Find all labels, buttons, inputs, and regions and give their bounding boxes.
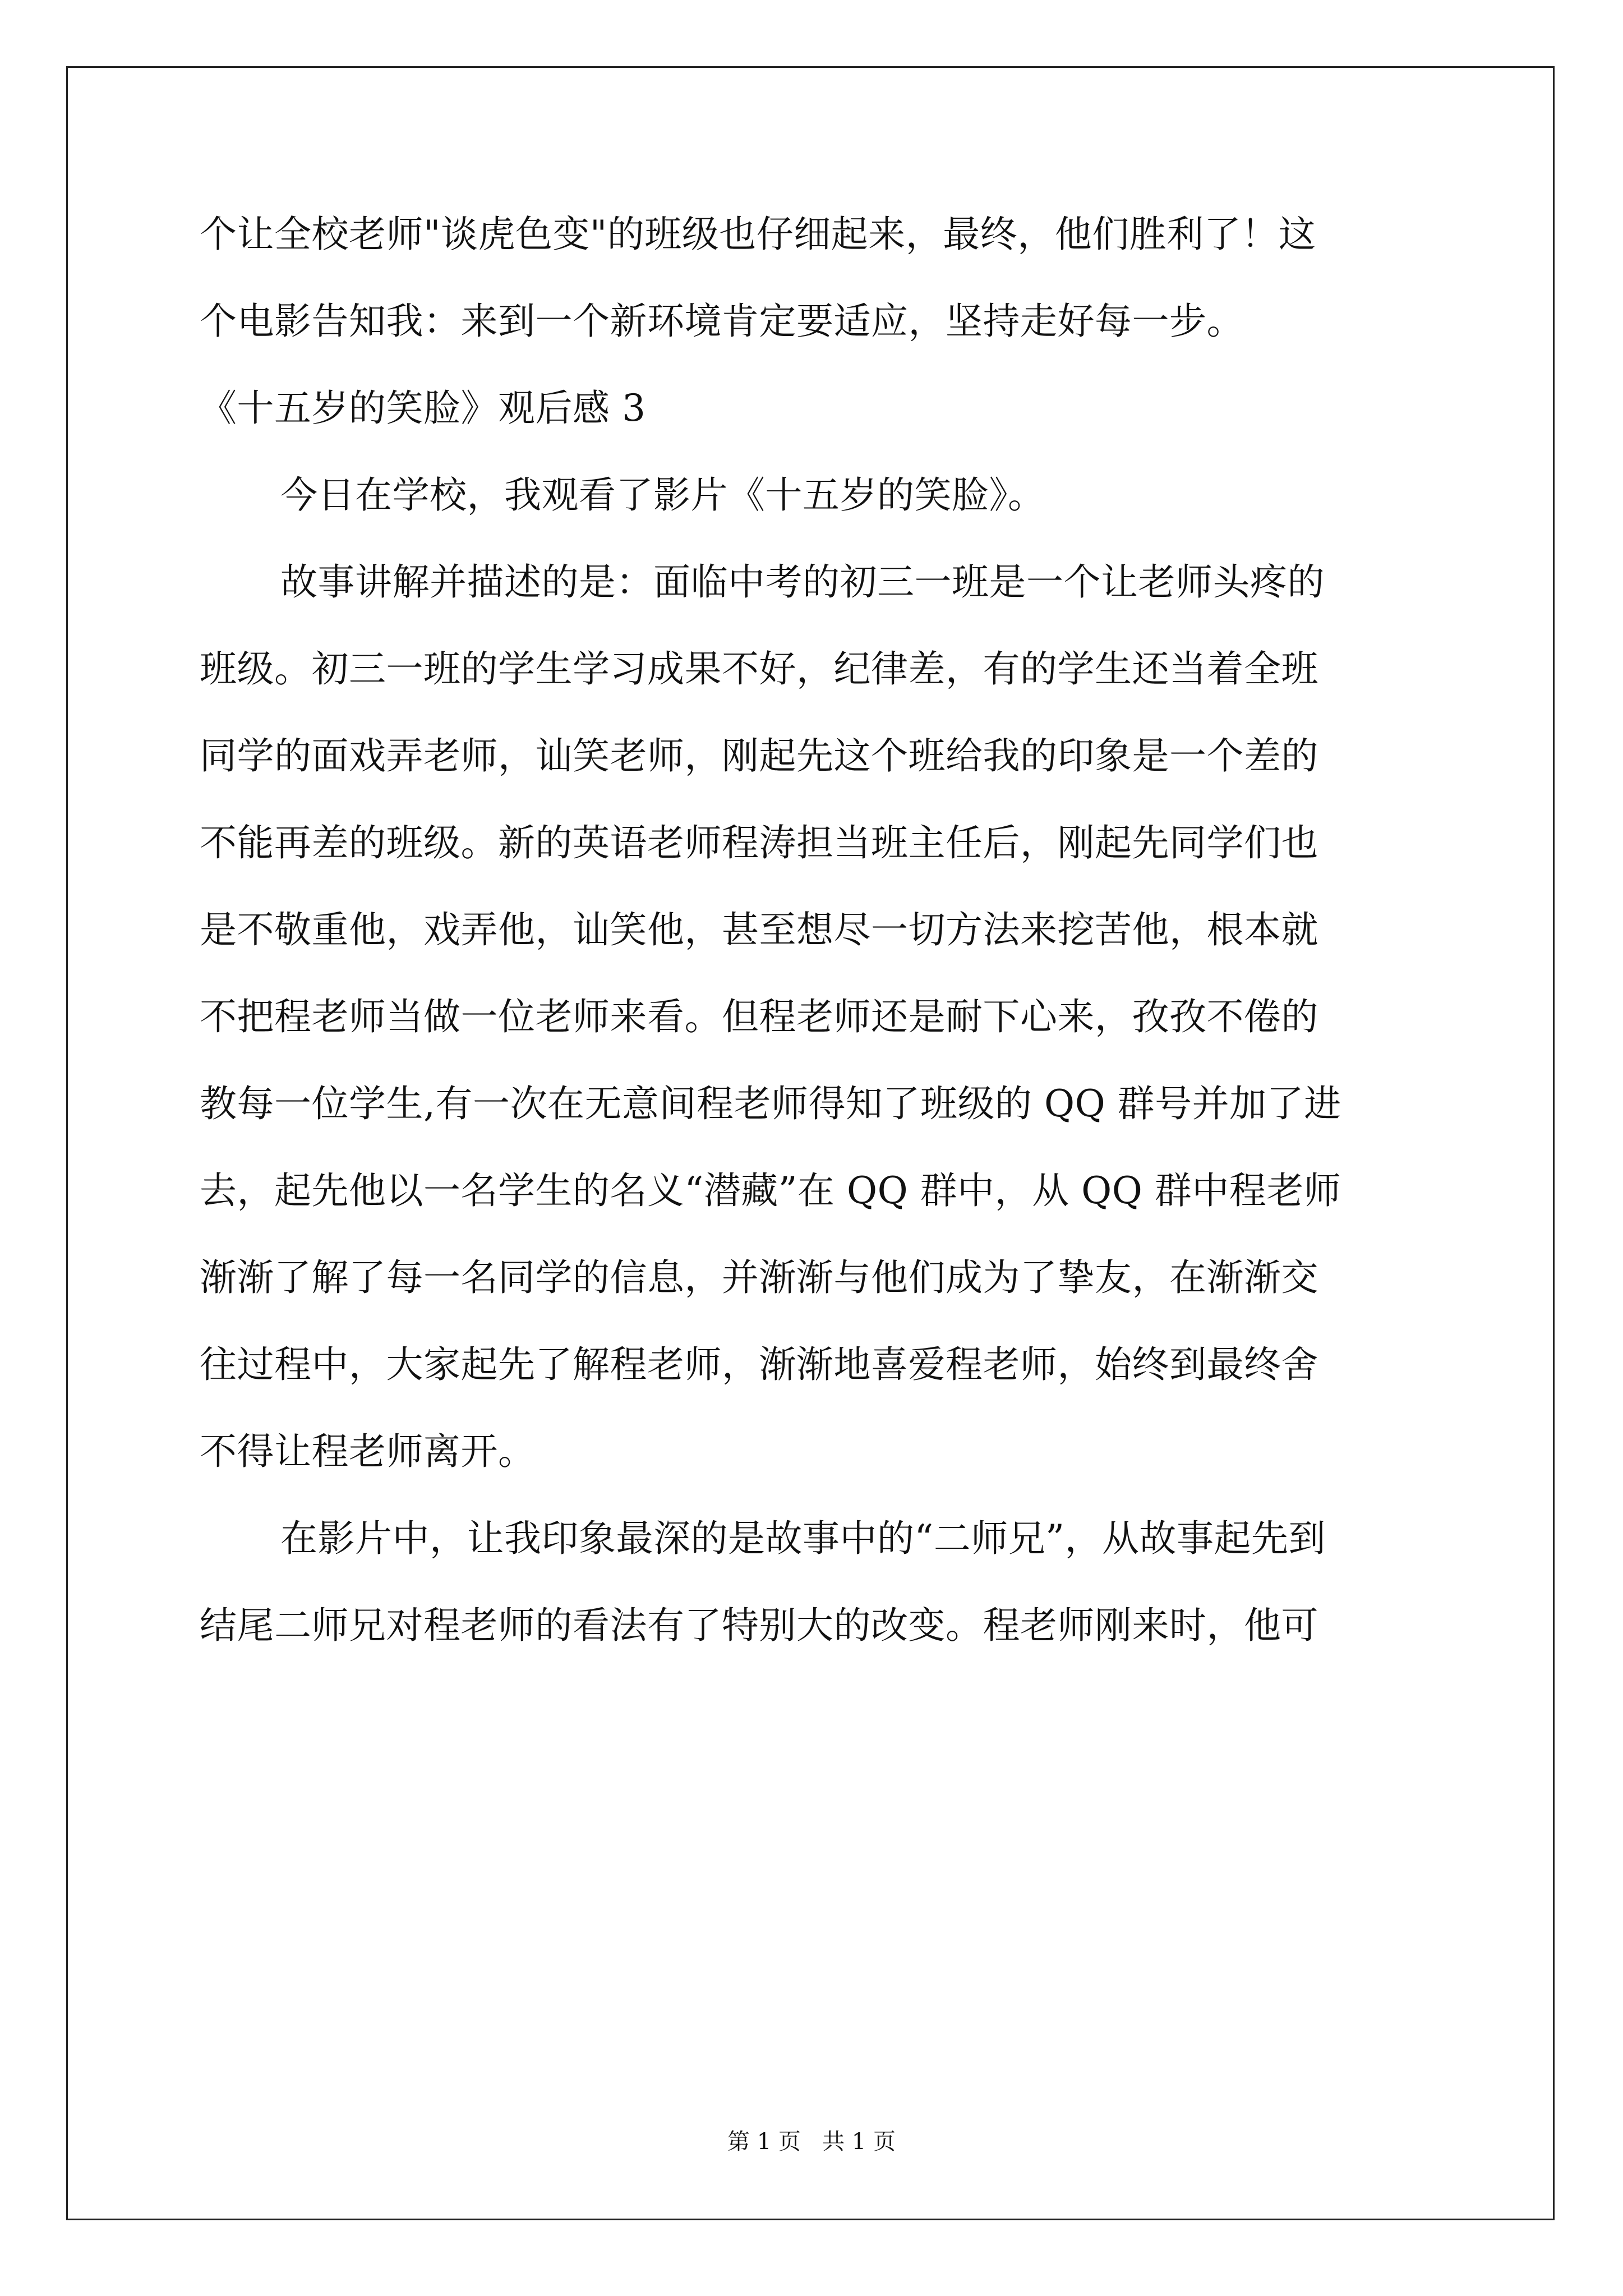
paragraph-first-line: 在影片中，让我印象最深的是故事中的“二师兄”，从故事起先到 — [280, 1517, 1326, 1560]
text-line: 同学的面戏弄老师，讪笑老师，刚起先这个班给我的印象是一个差的 — [200, 734, 1318, 777]
text-line: 是不敬重他，戏弄他，讪笑他，甚至想尽一切方法来挖苦他，根本就 — [200, 908, 1318, 951]
paragraph-first-line: 今日在学校，我观看了影片《十五岁的笑脸》。 — [280, 473, 1045, 517]
text-line: 个电影告知我：来到一个新环境肯定要适应，坚持走好每一步。 — [200, 300, 1244, 343]
paragraph-first-line: 故事讲解并描述的是：面临中考的初三一班是一个让老师头疼的 — [280, 560, 1325, 604]
text-line: 不把程老师当做一位老师来看。但程老师还是耐下心来，孜孜不倦的 — [200, 995, 1318, 1038]
text-line: 渐渐了解了每一名同学的信息，并渐渐与他们成为了挚友，在渐渐交 — [200, 1256, 1318, 1299]
page-number-footer: 第 1 页 共 1 页 — [727, 2129, 896, 2155]
text-line: 去，起先他以一名学生的名义“潜藏”在 QQ 群中，从 QQ 群中程老师 — [200, 1169, 1341, 1212]
text-line: 个让全校老师"谈虎色变"的班级也仔细起来，最终，他们胜利了！这 — [200, 213, 1316, 256]
text-line: 往过程中，大家起先了解程老师，渐渐地喜爱程老师，始终到最终舍 — [200, 1343, 1318, 1386]
text-line: 不能再差的班级。新的英语老师程涛担当班主任后，刚起先同学们也 — [200, 821, 1318, 864]
document-body — [200, 191, 1427, 1669]
text-line: 结尾二师兄对程老师的看法有了特别大的改变。程老师刚来时，他可 — [200, 1604, 1318, 1647]
text-line: 教每一位学生,有一次在无意间程老师得知了班级的 QQ 群号并加了进 — [200, 1082, 1341, 1125]
text-line: 不得让程老师离开。 — [200, 1430, 536, 1473]
text-line: 班级。初三一班的学生学习成果不好，纪律差，有的学生还当着全班 — [200, 647, 1318, 691]
section-heading: 《十五岁的笑脸》观后感 3 — [200, 386, 646, 430]
